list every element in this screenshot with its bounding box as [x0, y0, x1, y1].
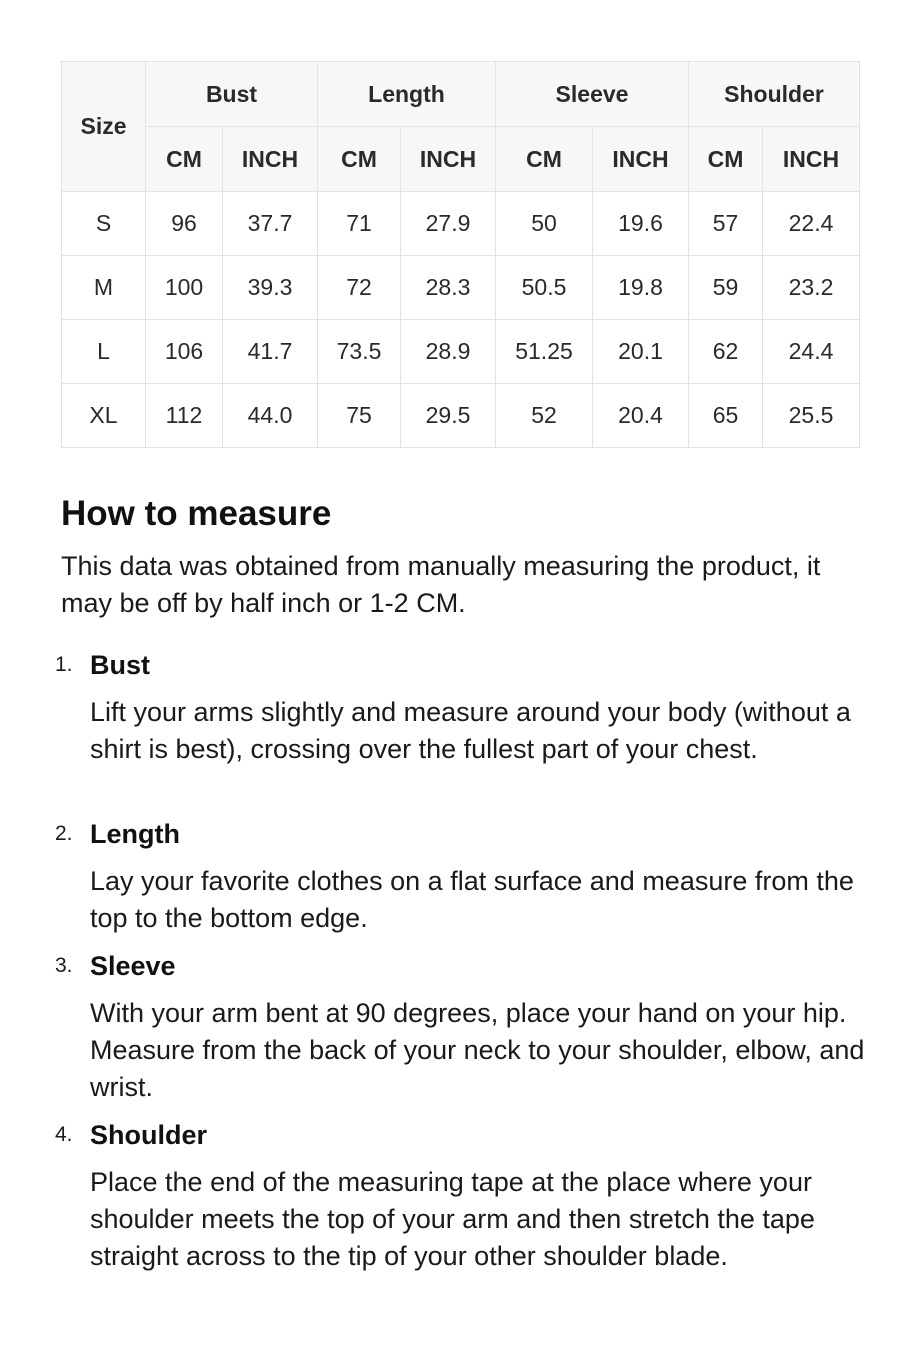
list-item-title: Length — [90, 819, 180, 849]
cell-size: L — [62, 320, 146, 384]
size-chart-table — [61, 61, 860, 448]
cell-sleeve-inch: 20.4 — [593, 384, 689, 448]
cell-size: S — [62, 192, 146, 256]
cell-length-cm: 75 — [318, 384, 401, 448]
list-item-description: With your arm bent at 90 degrees, place your hand on your hip. Measure from the back of your neck to your shoulder, elbow, and wrist. — [90, 998, 865, 1102]
cell-length-inch: 27.9 — [401, 192, 496, 256]
unit-header-length-cm: CM — [318, 127, 401, 192]
cell-length-inch: 28.3 — [401, 256, 496, 320]
list-item-number: 1. — [55, 653, 73, 676]
cell-shoulder-inch: 22.4 — [763, 192, 860, 256]
cell-shoulder-cm: 62 — [689, 320, 763, 384]
table-body — [62, 192, 860, 448]
cell-bust-cm: 100 — [146, 256, 223, 320]
list-item-title: Shoulder — [90, 1120, 208, 1150]
group-header-sleeve: Sleeve — [496, 62, 689, 127]
cell-bust-cm: 96 — [146, 192, 223, 256]
group-header-bust: Bust — [146, 62, 318, 127]
unit-header-bust-inch: INCH — [223, 127, 318, 192]
list-item-description: Place the end of the measuring tape at the place where your shoulder meets the top of your arm and then stretch the tape straight across to the tip of your other shoulder blade. — [90, 1167, 815, 1271]
cell-sleeve-cm: 52 — [496, 384, 593, 448]
cell-length-cm: 73.5 — [318, 320, 401, 384]
table-row — [62, 384, 860, 448]
unit-header-sleeve-inch: INCH — [593, 127, 689, 192]
list-item-title: Bust — [90, 650, 150, 680]
group-header-shoulder: Shoulder — [689, 62, 860, 127]
table-header — [62, 62, 860, 192]
cell-bust-inch: 44.0 — [223, 384, 318, 448]
cell-length-cm: 71 — [318, 192, 401, 256]
list-item-number: 4. — [55, 1123, 73, 1146]
header-row-groups — [62, 62, 860, 127]
table-row — [62, 192, 860, 256]
cell-shoulder-cm: 65 — [689, 384, 763, 448]
cell-shoulder-inch: 25.5 — [763, 384, 860, 448]
list-item-title: Sleeve — [90, 951, 176, 981]
cell-bust-inch: 41.7 — [223, 320, 318, 384]
cell-shoulder-inch: 23.2 — [763, 256, 860, 320]
intro-text: This data was obtained from manually measuring the product, it may be off by half inch or 1-2 CM. — [61, 551, 821, 618]
cell-shoulder-inch: 24.4 — [763, 320, 860, 384]
unit-header-sleeve-cm: CM — [496, 127, 593, 192]
cell-length-cm: 72 — [318, 256, 401, 320]
cell-bust-cm: 112 — [146, 384, 223, 448]
cell-sleeve-inch: 20.1 — [593, 320, 689, 384]
size-header: Size — [62, 62, 146, 192]
cell-size: XL — [62, 384, 146, 448]
unit-header-bust-cm: CM — [146, 127, 223, 192]
table-row — [62, 320, 860, 384]
unit-header-shoulder-inch: INCH — [763, 127, 860, 192]
cell-sleeve-cm: 50 — [496, 192, 593, 256]
cell-size: M — [62, 256, 146, 320]
list-item-number: 2. — [55, 822, 73, 845]
cell-length-inch: 29.5 — [401, 384, 496, 448]
header-row-units — [62, 127, 860, 192]
list-item-description: Lay your favorite clothes on a flat surface and measure from the top to the bottom edge. — [90, 866, 854, 933]
group-header-length: Length — [318, 62, 496, 127]
cell-sleeve-cm: 51.25 — [496, 320, 593, 384]
cell-sleeve-inch: 19.8 — [593, 256, 689, 320]
cell-length-inch: 28.9 — [401, 320, 496, 384]
cell-sleeve-inch: 19.6 — [593, 192, 689, 256]
cell-bust-inch: 37.7 — [223, 192, 318, 256]
cell-bust-cm: 106 — [146, 320, 223, 384]
list-item-number: 3. — [55, 954, 73, 977]
unit-header-shoulder-cm: CM — [689, 127, 763, 192]
cell-shoulder-cm: 59 — [689, 256, 763, 320]
table-row — [62, 256, 860, 320]
list-item-description: Lift your arms slightly and measure around your body (without a shirt is best), crossing over the fullest part of your chest. — [90, 697, 851, 764]
cell-sleeve-cm: 50.5 — [496, 256, 593, 320]
cell-bust-inch: 39.3 — [223, 256, 318, 320]
section-title: How to measure — [61, 494, 332, 533]
unit-header-length-inch: INCH — [401, 127, 496, 192]
cell-shoulder-cm: 57 — [689, 192, 763, 256]
